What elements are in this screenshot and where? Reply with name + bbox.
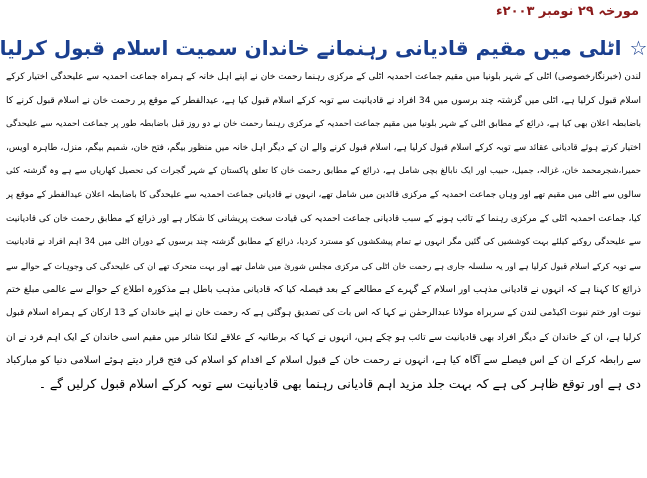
- body-line-1: لندن (خبرنگارخصوصی) اٹلی کے شہر بلونیا میں مقیم جماعت احمدیہ اٹلی کے مرکزی رہنما رحمت خان نے اپنے اہل خانہ کے ہمراہ جماعت احمدیہ سے علیحدگی اختیار کرکے: [6, 72, 641, 82]
- star-outline-icon: ☆: [629, 36, 647, 60]
- headline: اٹلی میں مقیم قادیانی رہنمانے خاندان سمیت اسلام قبول کرلیا: [0, 36, 622, 60]
- body-line-14: دی ہے اور توقع ظاہر کی ہے کہ بہت جلد مزید اہم قادیانی رہنما بھی قادیانیت سے توبہ کرکے اسلام قبول کرلیں گے ۔: [38, 376, 641, 391]
- body-line-8: سے علیحدگی روکنے کیلئے بہت کوششیں کی گئیں مگر انہوں نے تمام پیشکشوں کو مسترد کردیا، ذرائع کے مطابق گزشتہ چند برسوں کے دوران اٹلی میں 34 اہم افراد نے قادیانیت: [6, 237, 641, 248]
- body-line-3: باضابطہ اعلان بھی کیا ہے، ذرائع کے مطابق اٹلی کے شہر بلونیا میں مقیم جماعت احمدیہ کے مرکزی رہنما رحمت خان نے دو روز قبل باضابطہ طور پر جماعت احمدیہ سے علیحدگی: [6, 119, 641, 130]
- body-line-6: سالوں سے اٹلی میں مقیم تھے اور وہاں جماعت احمدیہ کے مرکزی قائدین میں شامل تھے، انہوں نے قادیانی جماعت احمدیہ سے علیحدگی کا باضابطہ اعلان عیدالفطر کے موقع پر: [6, 189, 641, 200]
- body-line-11: نبوت اور ختم نبوت اکیڈمی لندن کے سربراہ مولانا عبدالرحمٰن نے کہا کہ اس بات کی تصدیق ہوگئی ہے کہ رحمت خان نے اپنے خاندان کے 13 ارکان کے ہمراہ اسلام قبول: [6, 307, 641, 318]
- article-body: [6, 66, 641, 396]
- body-line-2: اسلام قبول کرلیا ہے، اٹلی میں گزشتہ چند برسوں میں 34 افراد نے قادیانیت سے توبہ کرکے اسلام قبول کیا ہے، عیدالفطر کے موقع پر رحمت خان نے اسلام قبول کرنے کا: [6, 95, 641, 106]
- dateline: مورخہ ۲۹ نومبر ۲۰۰۳ء: [495, 4, 639, 19]
- body-line-9: سے توبہ کرکے اسلام قبول کرلیا ہے اور یہ سلسلہ جاری ہے رحمت خان اٹلی کی مرکزی مجلس شوریٰ میں شامل تھے اور بہت متحرک تھے ان کی علیحدگی کی وجوہات کے حوالے سے: [6, 260, 641, 271]
- body-line-7: کیا، جماعت احمدیہ اٹلی کے مرکزی رہنما کے تائب ہونے کے سبب قادیانی جماعت احمدیہ کی قیادت سخت پریشانی کا شکار ہے اور ذرائع کے مطابق رحمت خان کی قادیانیت: [6, 213, 641, 224]
- body-line-5: حمیرا،شجرمحمد خان، غزالہ، جمیل، حبیب اور ایک نابالغ بچی شامل ہے، ذرائع کے مطابق رحمت خان کا تعلق پاکستان کے شہر گجرات کی تحصیل کھاریاں سے ہے وہ گزشتہ کئی: [6, 166, 641, 177]
- body-line-13: سے رابطہ کرکے ان کے اس فیصلے سے آگاہ کیا ہے، انہوں نے رحمت خان کے قبول اسلام کے اقدام کو اسلام کی فتح قرار دیتے ہوئے اسلامی دنیا کو مبارکباد: [6, 355, 641, 367]
- body-line-12: کرلیا ہے، ان کے خاندان کے دیگر افراد بھی قادیانیت سے تائب ہو چکے ہیں، انہوں نے کہا کہ برطانیہ کے علاقے لنکا شائر میں مقیم اسی خاندان کے ایک اہم فرد نے ان: [6, 331, 641, 343]
- body-line-10: ذرائع کا کہنا ہے کہ انہوں نے قادیانی مذہب اور اسلام کے گہرے کے مطالعے کے بعد فیصلہ کیا کہ قادیانی مذہب باطل ہے مذکورہ اطلاع کے حوالے سے عالمی مبلغ ختم: [6, 284, 641, 296]
- body-line-4: اختیار کرتے ہوئے قادیانی عقائد سے توبہ کرکے اسلام قبول کرلیا ہے، اسلام قبول کرنے والے ان کے دیگر اہل خانہ میں منظور بیگم، فتح خان، شمیم بیگم، منزل، طاہرہ اویس،: [6, 142, 641, 153]
- headline-row: [0, 36, 647, 60]
